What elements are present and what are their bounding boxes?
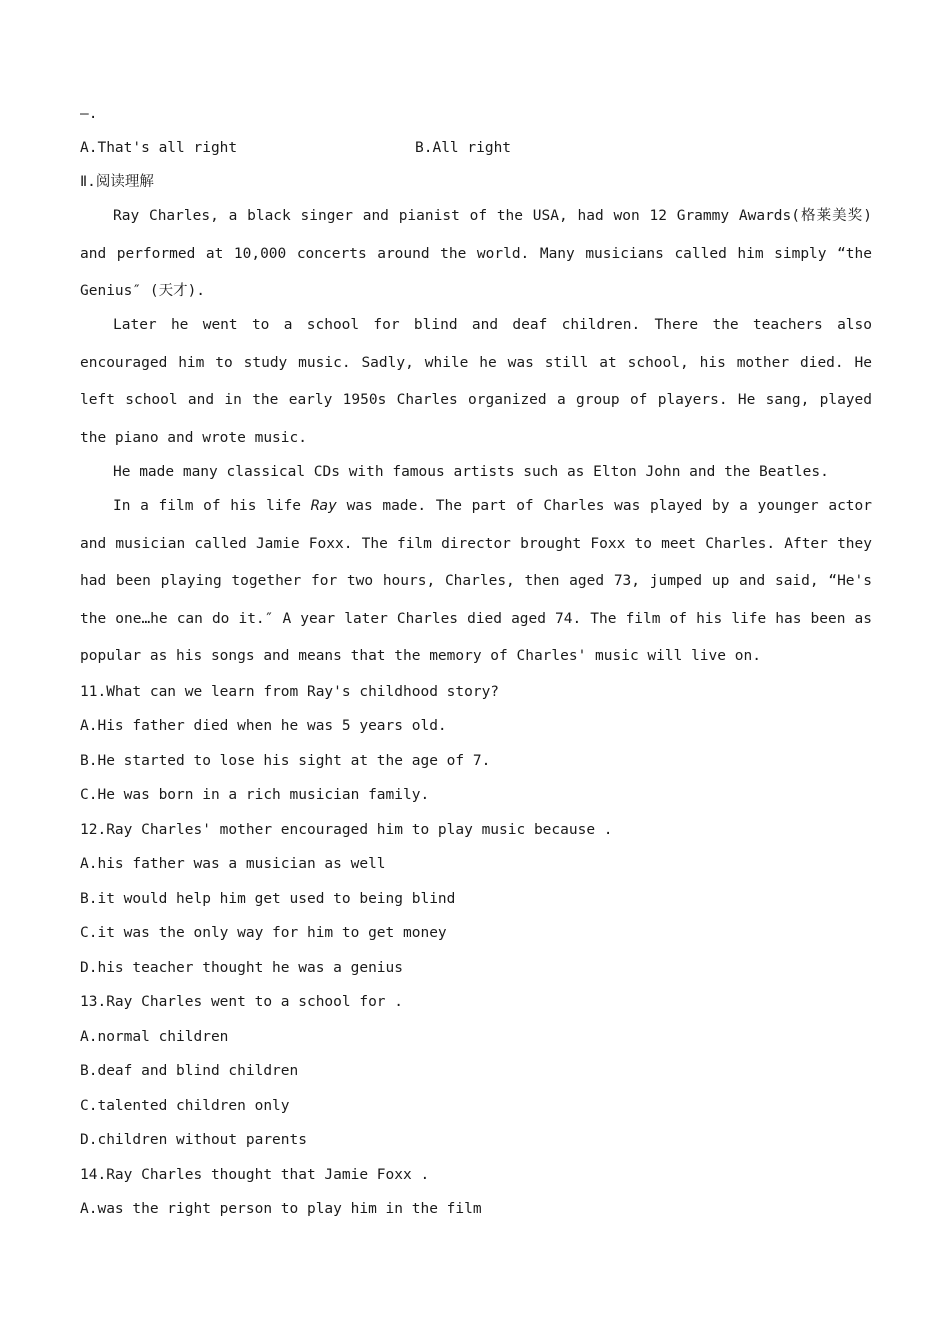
question-12-option-d: D.his teacher thought he was a genius xyxy=(80,960,404,976)
passage-paragraph-1: Ray Charles, a black singer and pianist of the USA, had won 12 Grammy Awards(格莱美奖) and performed at 10,000 concerts around the world. Many musicians called him simply “the Genius″ (天才). xyxy=(80,208,872,299)
question-11-option-c: C.He was born in a rich musician family. xyxy=(80,787,430,803)
question-14-stem: 14.Ray Charles thought that Jamie Foxx . xyxy=(80,1167,430,1183)
question-12-stem: 12.Ray Charles' mother encouraged him to play music because . xyxy=(80,822,613,838)
p4-after: was made. The part of Charles was played by a younger actor and musician called Jamie Foxx. The film director brought Foxx to meet Charles. After they had been playing together for two hours, Charles, then aged 73, jumped up and said, “He's the one…he can do it.″ A year later Charles died aged 74. The film of his life has been as popular as his songs and means that the memory of Charles' music will live on. xyxy=(80,498,872,664)
prev-question-dash: —. xyxy=(80,106,98,122)
question-12-option-a: A.his father was a musician as well xyxy=(80,856,386,872)
question-12-option-c: C.it was the only way for him to get money xyxy=(80,925,447,941)
question-11-stem: 11.What can we learn from Ray's childhood story? xyxy=(80,684,500,700)
question-12-option-b: B.it would help him get used to being blind xyxy=(80,891,456,907)
question-13-option-d: D.children without parents xyxy=(80,1132,307,1148)
prev-option-b: B.All right xyxy=(415,140,512,156)
prev-question-options xyxy=(80,138,872,158)
passage-paragraph-2: Later he went to a school for blind and deaf children. There the teachers also encouraged him to study music. Sadly, while he was still at school, his mother died. He left school and in the early 1950s Charles organized a group of players. He sang, played the piano and wrote music. xyxy=(80,317,872,446)
question-11-option-b: B.He started to lose his sight at the age of 7. xyxy=(80,753,491,769)
prev-option-a: A.That's all right xyxy=(80,140,238,156)
passage-paragraph-3: He made many classical CDs with famous artists such as Elton John and the Beatles. xyxy=(113,464,829,480)
question-13-option-a: A.normal children xyxy=(80,1029,229,1045)
passage-paragraph-4 xyxy=(80,488,872,676)
question-13-option-c: C.talented children only xyxy=(80,1098,290,1114)
question-13-stem: 13.Ray Charles went to a school for . xyxy=(80,994,404,1010)
question-14-option-a: A.was the right person to play him in the film xyxy=(80,1201,482,1217)
film-title: Ray xyxy=(310,498,337,514)
p4-before: In a film of his life xyxy=(113,498,311,514)
section-title: Ⅱ.阅读理解 xyxy=(80,174,154,190)
question-11-option-a: A.His father died when he was 5 years old. xyxy=(80,718,447,734)
question-13-option-b: B.deaf and blind children xyxy=(80,1063,299,1079)
